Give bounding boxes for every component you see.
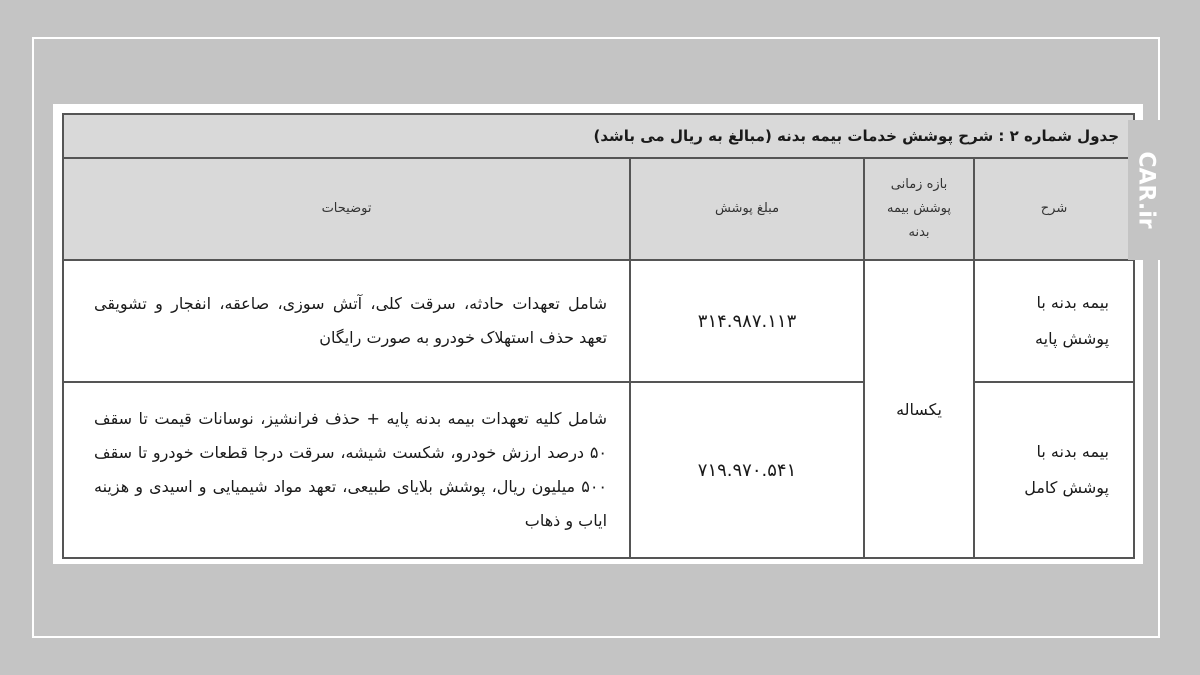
header-notes: توضیحات (63, 158, 630, 260)
watermark-text: CAR.ir (1133, 151, 1159, 229)
insurance-coverage-table (62, 113, 1135, 559)
header-amount: مبلغ پوشش (630, 158, 864, 260)
table-header-row (63, 158, 1134, 260)
row-label-full: بیمه بدنه با پوشش کامل (974, 382, 1134, 558)
row-label-basic: بیمه بدنه با پوشش پایه (974, 260, 1134, 382)
table-row (63, 382, 1134, 558)
amount-full: ۷۱۹.۹۷۰.۵۴۱ (630, 382, 864, 558)
amount-basic: ۳۱۴.۹۸۷.۱۱۳ (630, 260, 864, 382)
table-row (63, 260, 1134, 382)
notes-full: شامل کلیه تعهدات بیمه بدنه پایه + حذف فرانشیز، نوسانات قیمت تا سقف ۵۰ درصد ارزش خودرو، شکست شیشه، سرقت درجا قطعات خودرو تا سقف ۵۰۰ میلیون ریال، پوشش بلایای طبیعی، تعهد مواد شیمیایی و اسیدی و هزینه ایاب و ذهاب (63, 382, 630, 558)
notes-basic: شامل تعهدات حادثه، سرقت کلی، آتش سوزی، صاعقه، انفجار و تشویقی تعهد حذف استهلاک خودرو به صورت رایگان (63, 260, 630, 382)
table-title-row (63, 114, 1134, 158)
site-watermark (1128, 120, 1164, 260)
header-description: شرح (974, 158, 1134, 260)
period-value: یکساله (864, 260, 974, 558)
header-period: بازه زمانی پوشش بیمه بدنه (864, 158, 974, 260)
table-title: جدول شماره ۲ : شرح پوشش خدمات بیمه بدنه (مبالغ به ریال می باشد) (63, 114, 1134, 158)
